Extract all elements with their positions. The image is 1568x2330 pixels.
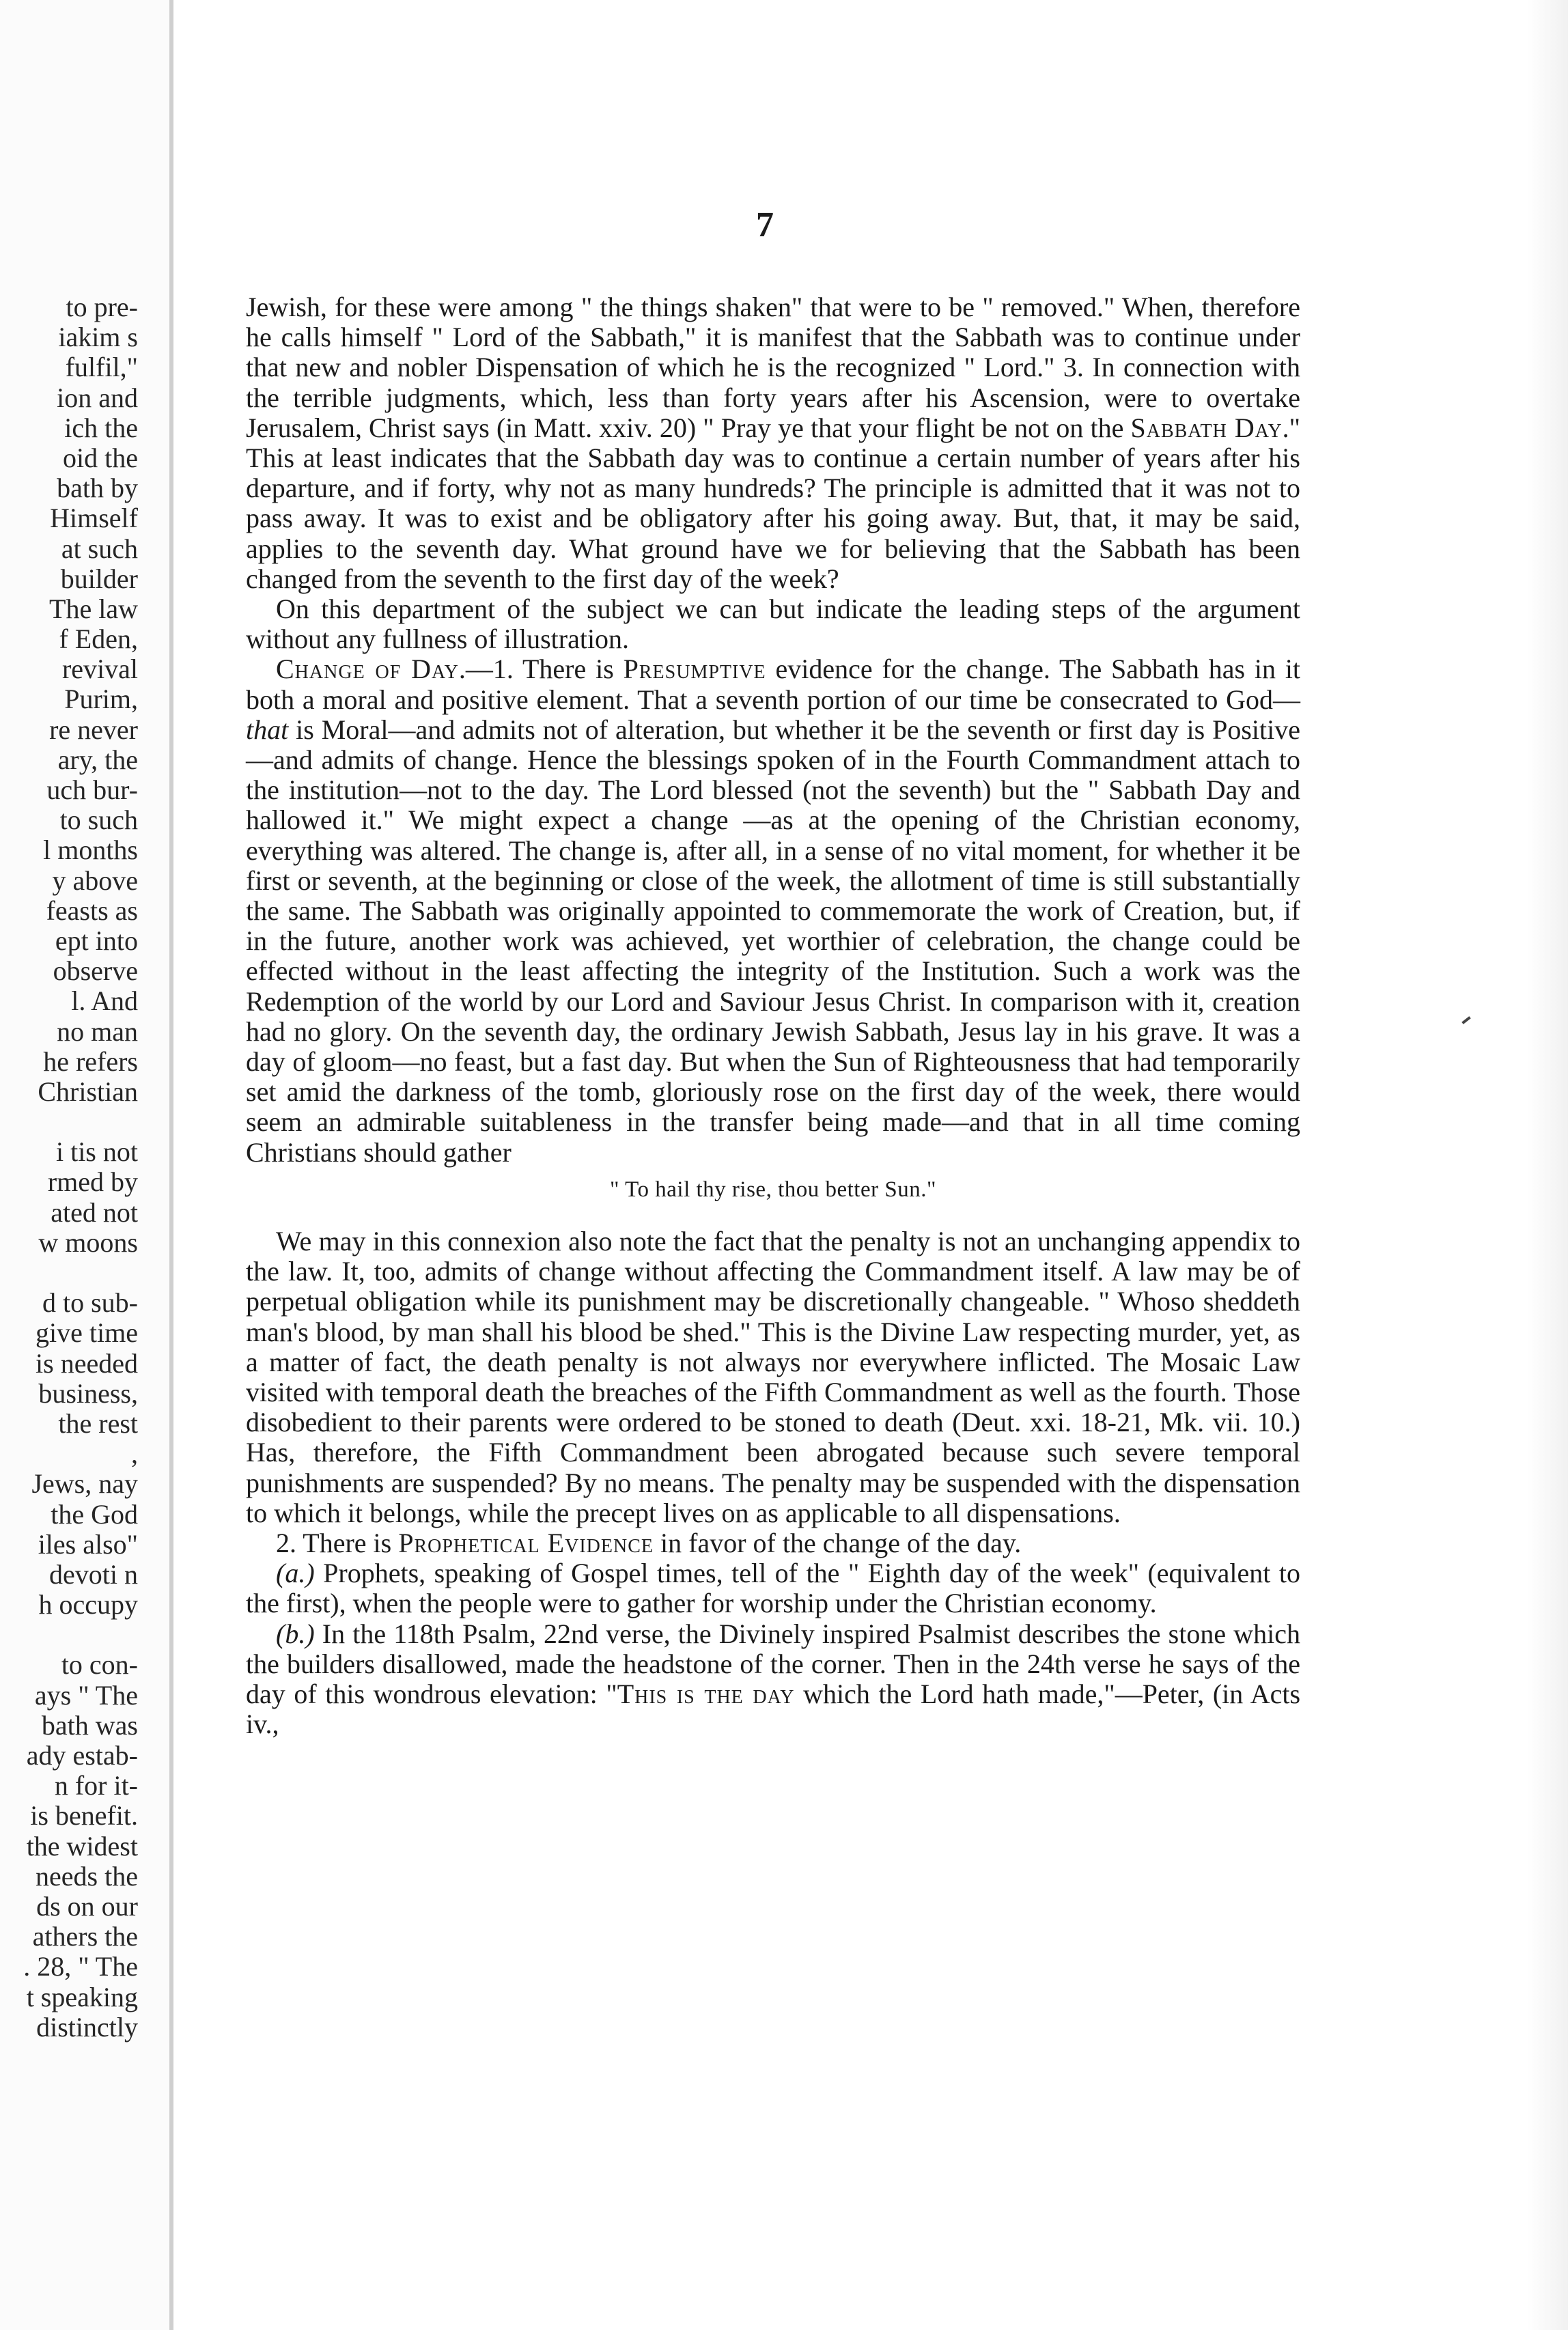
facing-page-line: ion and (57, 382, 138, 413)
facing-page-line: fulfil," (65, 352, 138, 383)
page-edge-shadow (1527, 0, 1568, 2330)
facing-page-line: feasts as (46, 895, 138, 926)
facing-page-line: h occupy (38, 1589, 138, 1620)
facing-page-line (0, 1107, 138, 1137)
paragraph-sabbath-lordship: Jewish, for these were among " the things shaken" that were to be " removed." When, therefore he calls himself " Lord of the Sabbath," it is manifest that the Sabbath was to continue under that new and nobler Dispensation of which he is the recognized " Lord." 3. In connection with the terrible judgments, which, less than forty years after his Ascension, were to overtake Jerusalem, Christ says (in Matt. xxiv. 20) " Pray ye that your flight be not on the Sabbath Day." This at least indicates that the Sabbath day was to continue a certain number of years after his departure, and if forty, why not as many hundreds? The principle is admitted that it was not to pass away. It was to exist and be obligatory after his going away. But, that, it may be said, applies to the seventh day. What ground have we for believing that the Sabbath has been changed from the seventh to the first day of the week? (246, 292, 1300, 594)
facing-page-line: d to sub- (42, 1287, 138, 1319)
facing-page-line: l months (43, 834, 138, 866)
facing-page-line: is needed (36, 1347, 138, 1379)
facing-page-line: no man (57, 1015, 138, 1047)
facing-page-line: is benefit. (30, 1800, 138, 1831)
facing-page-line: w moons (38, 1226, 138, 1258)
paragraph-change-of-day: Change of Day.—1. There is Presumptive evidence for the change. The Sabbath has in it both a moral and positive element. That a seventh portion of our time be consecrated to God—that is Moral—and admits not of alteration, but whether it be the seventh or first day is Positive—and admits of change. Hence the blessings spoken of in the Fourth Commandment attach to the institution—not to the day. The Lord blessed (not the seventh) but the " Sabbath Day and hallowed it." We might expect a change —as at the opening of the Christian economy, everything was altered. The change is, after all, in a sense of no vital moment, for whether it be first or seventh, at the beginning or close of the week, the allotment of time is still substantially the same. The Sabbath was originally appointed to commemorate the work of Creation, but, if in the future, another work was achieved, yet worthier of celebration, the change could be effected without in the least affecting the integrity of the Institution. Such a work was the Redemption of the world by our Lord and Saviour Jesus Christ. In comparison with it, creation had no glory. On the seventh day, the ordinary Jewish Sabbath, Jesus lay in his grave. It was a day of gloom—no feast, but a fast day. But when the Sun of Righteousness that had temporarily set amid the darkness of the tomb, gloriously rose on the first day of the week, there would seem an admirable suitableness in the transfer being made—and that in all time coming Christians should gather (246, 654, 1301, 1168)
facing-page-line: f Eden, (59, 623, 138, 655)
facing-page-line: Purim, (64, 684, 138, 715)
facing-page-line: iakim s (58, 322, 138, 353)
facing-page-line: at such (61, 533, 138, 564)
facing-page-line: Christian (38, 1076, 138, 1107)
facing-page-line: ept into (55, 925, 138, 956)
facing-page-line: ich the (64, 412, 138, 443)
quotation-better-sun: " To hail thy rise, thou better Sun." (610, 1177, 936, 1202)
page-body-text (246, 292, 1300, 1739)
facing-page-line: business, (38, 1377, 138, 1409)
facing-page-line: bath by (57, 473, 138, 504)
paragraph-department: On this department of the subject we can but indicate the leading steps of the argument without any fullness of illustration. (246, 593, 1300, 655)
facing-page-line: ays " The (34, 1679, 138, 1711)
facing-page-line: oid the (63, 442, 138, 473)
page-number: 7 (756, 206, 774, 244)
facing-page-line: uch bur- (46, 774, 138, 805)
facing-page-line: Jews, nay (31, 1468, 138, 1500)
facing-page-line-fragments (0, 292, 138, 2043)
heading-change-of-day: Change of Day (276, 654, 459, 685)
facing-page-fragment (0, 0, 171, 2330)
paragraph-point-a: (a.) Prophets, speaking of Gospel times, tell of the " Eighth day of the week" (equivalent to the first), when the people were to gather for worship under the Christian economy. (246, 1558, 1300, 1619)
small-caps-sabbath-day: Sabbath Day (1130, 412, 1283, 443)
facing-page-line: ds on our (36, 1890, 138, 1922)
facing-page-line: ary, the (57, 744, 138, 775)
small-caps-prophetical-evidence: Prophetical Evidence (398, 1527, 654, 1558)
facing-page-line: n for it- (54, 1770, 138, 1801)
facing-page-line: the God (51, 1498, 138, 1530)
facing-page-line: to pre- (66, 292, 138, 322)
italic-that: that (246, 714, 289, 745)
facing-page-line: . 28, " The (23, 1951, 138, 1982)
facing-page-line: The law (49, 593, 138, 624)
facing-page-line: builder (60, 563, 138, 594)
paragraph-point-b: (b.) In the 118th Psalm, 22nd verse, the Divinely inspired Psalmist describes the stone which the builders disallowed, made the headstone of the corner. Then in the 24th verse he says of the day of this wondrous elevation: "This is the day which the Lord hath made,"—Peter, (in Acts iv., (246, 1618, 1301, 1740)
facing-page-line: rmed by (47, 1166, 138, 1198)
facing-page-line: , (131, 1438, 138, 1470)
small-caps-this-is-the-day: This is the day (617, 1678, 795, 1709)
facing-page-line: to such (59, 804, 138, 836)
book-gutter (169, 0, 173, 2330)
facing-page-line: the rest (58, 1407, 138, 1439)
facing-page-line: ated not (51, 1196, 138, 1228)
facing-page-line: Himself (50, 503, 138, 534)
facing-page-line: give time (36, 1317, 138, 1349)
small-caps-presumptive: Presumptive (623, 654, 766, 685)
facing-page-line: i tis not (55, 1136, 138, 1168)
facing-page-line: the widest (26, 1830, 138, 1862)
facing-page-line: observe (53, 955, 138, 987)
facing-page-line: bath was (41, 1709, 138, 1741)
facing-page-line: ady estab- (26, 1740, 138, 1771)
facing-page-line: revival (61, 654, 138, 685)
facing-page-line: distinctly (36, 2011, 138, 2043)
paragraph-penalty: We may in this connexion also note the fact that the penalty is not an unchanging appendix to the law. It, too, admits of change without affecting the Commandment itself. A law may be of perpetual obligation while its punishment may be discretionally changeable. " Whoso sheddeth man's blood, by man shall his blood be shed." This is the Divine Law respecting murder, yet, as a matter of fact, the death penalty is not always nor everywhere inflicted. The Mosaic Law visited with temporal death the breaches of the Fifth Commandment as well as the fourth. Those disobedient to their parents were ordered to be stoned to death (Deut. xxi. 18-21, Mk. vii. 10.) Has, therefore, the Fifth Commandment been abrogated because such severe temporal punishments are suspended? By no means. The penalty may be suspended with the dispensation to which it belongs, while the precept lives on as applicable to all dispensations. (246, 1225, 1300, 1528)
facing-page-line: athers the (32, 1921, 138, 1952)
facing-page-line: needs the (36, 1860, 138, 1892)
facing-page-line (0, 1258, 138, 1288)
facing-page-line: t speaking (26, 1981, 138, 2012)
facing-page-line (0, 1620, 138, 1650)
facing-page-line: iles also" (38, 1528, 138, 1560)
facing-page-line: y above (52, 865, 138, 896)
facing-page-line: to con- (61, 1649, 138, 1681)
facing-page-line: he refers (43, 1045, 138, 1077)
paragraph-prophetical-evidence: 2. There is Prophetical Evidence in favor of the change of the day. (276, 1527, 1022, 1558)
facing-page-line: devoti n (49, 1558, 138, 1590)
facing-page-line: re never (49, 714, 138, 745)
stray-ink-mark (1461, 1016, 1470, 1024)
facing-page-line: l. And (71, 985, 138, 1017)
